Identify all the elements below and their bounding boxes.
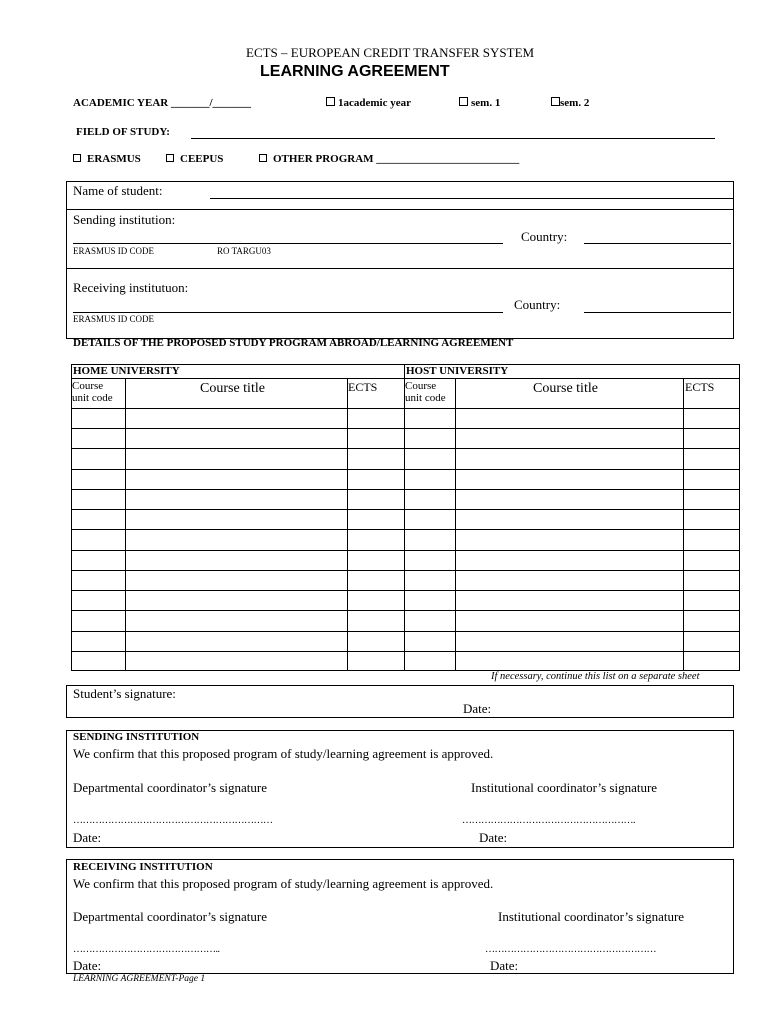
home-code-cell[interactable] bbox=[71, 570, 125, 590]
home-title-cell[interactable] bbox=[125, 489, 347, 509]
home-title-cell[interactable] bbox=[125, 529, 347, 549]
field-of-study-line[interactable] bbox=[191, 138, 715, 139]
host-ects-cell[interactable] bbox=[683, 610, 740, 630]
home-university-heading: HOME UNIVERSITY bbox=[73, 365, 180, 377]
field-of-study-label: FIELD OF STUDY: bbox=[76, 126, 170, 138]
receiving-dept-signature-line[interactable]: ……………………………………….. bbox=[73, 944, 220, 955]
receiving-country-line[interactable] bbox=[584, 312, 731, 313]
home-ects-cell[interactable] bbox=[347, 529, 404, 549]
host-title-cell[interactable] bbox=[455, 570, 683, 590]
host-code-cell[interactable] bbox=[404, 550, 455, 570]
home-title-cell[interactable] bbox=[125, 509, 347, 529]
home-code-cell[interactable] bbox=[71, 428, 125, 448]
page-footer: LEARNING AGREEMENT-Page 1 bbox=[73, 974, 206, 984]
student-info-box bbox=[66, 181, 734, 339]
sending-erasmus-id-value: RO TARGU03 bbox=[217, 246, 271, 256]
host-code-cell[interactable] bbox=[404, 469, 455, 489]
home-ects-cell[interactable] bbox=[347, 610, 404, 630]
home-ects-cell[interactable] bbox=[347, 428, 404, 448]
host-code-cell[interactable] bbox=[404, 428, 455, 448]
host-title-cell[interactable] bbox=[455, 448, 683, 468]
host-ects-cell[interactable] bbox=[683, 550, 740, 570]
home-title-cell[interactable] bbox=[125, 428, 347, 448]
home-ects-cell[interactable] bbox=[347, 469, 404, 489]
host-title-cell[interactable] bbox=[455, 651, 683, 671]
home-col-code-header: Course unit code bbox=[72, 380, 113, 404]
home-ects-cell[interactable] bbox=[347, 631, 404, 651]
checkbox-icon bbox=[551, 97, 560, 106]
home-ects-cell[interactable] bbox=[347, 509, 404, 529]
host-ects-cell[interactable] bbox=[683, 590, 740, 610]
host-title-cell[interactable] bbox=[455, 550, 683, 570]
program-ceepus[interactable]: CEEPUS bbox=[166, 153, 223, 165]
host-code-cell[interactable] bbox=[404, 448, 455, 468]
divider bbox=[66, 268, 734, 269]
host-title-cell[interactable] bbox=[455, 590, 683, 610]
home-title-cell[interactable] bbox=[125, 408, 347, 428]
home-col-ects-header: ECTS bbox=[348, 380, 378, 394]
student-name-line[interactable] bbox=[210, 198, 734, 199]
host-ects-cell[interactable] bbox=[683, 509, 740, 529]
host-code-cell[interactable] bbox=[404, 529, 455, 549]
program-other[interactable]: OTHER PROGRAM __________________________ bbox=[259, 153, 519, 165]
home-code-cell[interactable] bbox=[71, 550, 125, 570]
host-title-cell[interactable] bbox=[455, 408, 683, 428]
home-code-cell[interactable] bbox=[71, 590, 125, 610]
home-code-cell[interactable] bbox=[71, 489, 125, 509]
receiving-institution-line[interactable] bbox=[73, 312, 503, 313]
host-title-cell[interactable] bbox=[455, 610, 683, 630]
home-ects-cell[interactable] bbox=[347, 448, 404, 468]
student-date-label: Date: bbox=[463, 701, 492, 716]
document-title: LEARNING AGREEMENT bbox=[260, 63, 450, 80]
host-code-cell[interactable] bbox=[404, 631, 455, 651]
host-code-cell[interactable] bbox=[404, 610, 455, 630]
program-erasmus[interactable]: ERASMUS bbox=[73, 153, 141, 165]
host-ects-cell[interactable] bbox=[683, 428, 740, 448]
receiving-dept-date-label: Date: bbox=[73, 958, 102, 973]
host-code-cell[interactable] bbox=[404, 570, 455, 590]
receiving-confirm-text: We confirm that this proposed program of study/learning agreement is approved. bbox=[73, 876, 494, 891]
host-code-cell[interactable] bbox=[404, 509, 455, 529]
host-col-ects-header: ECTS bbox=[685, 380, 715, 394]
sending-dept-signature-label: Departmental coordinator’s signature bbox=[73, 780, 267, 795]
divider bbox=[66, 209, 734, 210]
checkbox-icon bbox=[166, 154, 174, 162]
host-ects-cell[interactable] bbox=[683, 529, 740, 549]
home-code-cell[interactable] bbox=[71, 408, 125, 428]
home-code-cell[interactable] bbox=[71, 610, 125, 630]
student-name-label: Name of student: bbox=[73, 183, 163, 198]
academic-year-label: ACADEMIC YEAR _______/_______ bbox=[73, 97, 252, 109]
home-code-cell[interactable] bbox=[71, 448, 125, 468]
home-ects-cell[interactable] bbox=[347, 489, 404, 509]
host-ects-cell[interactable] bbox=[683, 448, 740, 468]
sending-dept-date-label: Date: bbox=[73, 830, 102, 845]
host-ects-cell[interactable] bbox=[683, 631, 740, 651]
host-code-cell[interactable] bbox=[404, 651, 455, 671]
details-heading: DETAILS OF THE PROPOSED STUDY PROGRAM ABROAD/LEARNING AGREEMENT bbox=[73, 337, 514, 349]
student-signature-label: Student’s signature: bbox=[73, 686, 176, 701]
host-title-cell[interactable] bbox=[455, 428, 683, 448]
home-title-cell[interactable] bbox=[125, 570, 347, 590]
host-ects-cell[interactable] bbox=[683, 408, 740, 428]
host-ects-cell[interactable] bbox=[683, 469, 740, 489]
host-university-heading: HOST UNIVERSITY bbox=[406, 365, 509, 377]
home-code-cell[interactable] bbox=[71, 469, 125, 489]
host-ects-cell[interactable] bbox=[683, 651, 740, 671]
host-ects-cell[interactable] bbox=[683, 489, 740, 509]
sending-institution-label: Sending institution: bbox=[73, 212, 176, 227]
host-title-cell[interactable] bbox=[455, 489, 683, 509]
sending-inst-signature-label: Institutional coordinator’s signature bbox=[471, 780, 658, 795]
sending-block-heading: SENDING INSTITUTION bbox=[73, 731, 200, 743]
host-col-title-header: Course title bbox=[533, 381, 598, 396]
home-code-cell[interactable] bbox=[71, 631, 125, 651]
home-ects-cell[interactable] bbox=[347, 550, 404, 570]
sending-inst-signature-line[interactable]: ………………………………………………. bbox=[462, 815, 635, 826]
sending-country-line[interactable] bbox=[584, 243, 731, 244]
sending-institution-line[interactable] bbox=[73, 243, 503, 244]
continue-note: If necessary, continue this list on a separate sheet bbox=[491, 671, 700, 682]
receiving-institution-label: Receiving institutuon: bbox=[73, 280, 189, 295]
checkbox-icon bbox=[73, 154, 81, 162]
home-code-cell[interactable] bbox=[71, 509, 125, 529]
sending-erasmus-id-label: ERASMUS ID CODE bbox=[73, 246, 155, 256]
receiving-country-label: Country: bbox=[514, 297, 561, 312]
host-code-cell[interactable] bbox=[404, 408, 455, 428]
table-heading-divider bbox=[71, 378, 740, 379]
home-ects-cell[interactable] bbox=[347, 408, 404, 428]
host-code-cell[interactable] bbox=[404, 489, 455, 509]
sending-inst-date-label: Date: bbox=[479, 830, 508, 845]
host-title-cell[interactable] bbox=[455, 509, 683, 529]
option-academic-year[interactable]: 1academic year bbox=[326, 97, 411, 109]
home-ects-cell[interactable] bbox=[347, 570, 404, 590]
host-code-cell[interactable] bbox=[404, 590, 455, 610]
home-title-cell[interactable] bbox=[125, 469, 347, 489]
checkbox-icon bbox=[459, 97, 468, 106]
host-col-code-header: Course unit code bbox=[405, 380, 446, 404]
receiving-erasmus-id-label: ERASMUS ID CODE bbox=[73, 314, 155, 324]
home-code-cell[interactable] bbox=[71, 529, 125, 549]
sending-dept-signature-line[interactable]: ……………………………………………………… bbox=[73, 815, 273, 826]
sending-country-label: Country: bbox=[521, 229, 568, 244]
checkbox-icon bbox=[259, 154, 267, 162]
home-title-cell[interactable] bbox=[125, 651, 347, 671]
host-title-cell[interactable] bbox=[455, 469, 683, 489]
receiving-inst-signature-line[interactable]: ……………………………………………… bbox=[485, 944, 656, 955]
home-ects-cell[interactable] bbox=[347, 590, 404, 610]
host-ects-cell[interactable] bbox=[683, 570, 740, 590]
home-col-title-header: Course title bbox=[200, 381, 265, 396]
host-title-cell[interactable] bbox=[455, 631, 683, 651]
home-code-cell[interactable] bbox=[71, 651, 125, 671]
home-ects-cell[interactable] bbox=[347, 651, 404, 671]
sending-confirm-text: We confirm that this proposed program of study/learning agreement is approved. bbox=[73, 746, 494, 761]
option-sem-2[interactable]: sem. 2 bbox=[551, 97, 589, 109]
receiving-block-heading: RECEIVING INSTITUTION bbox=[73, 861, 213, 873]
checkbox-icon bbox=[326, 97, 335, 106]
home-title-cell[interactable] bbox=[125, 590, 347, 610]
home-title-cell[interactable] bbox=[125, 550, 347, 570]
option-sem-1[interactable]: sem. 1 bbox=[459, 97, 500, 109]
system-title: ECTS – EUROPEAN CREDIT TRANSFER SYSTEM bbox=[246, 45, 535, 60]
receiving-inst-signature-label: Institutional coordinator’s signature bbox=[498, 909, 685, 924]
home-title-cell[interactable] bbox=[125, 631, 347, 651]
receiving-dept-signature-label: Departmental coordinator’s signature bbox=[73, 909, 267, 924]
home-title-cell[interactable] bbox=[125, 448, 347, 468]
host-title-cell[interactable] bbox=[455, 529, 683, 549]
receiving-inst-date-label: Date: bbox=[490, 958, 519, 973]
home-title-cell[interactable] bbox=[125, 610, 347, 630]
